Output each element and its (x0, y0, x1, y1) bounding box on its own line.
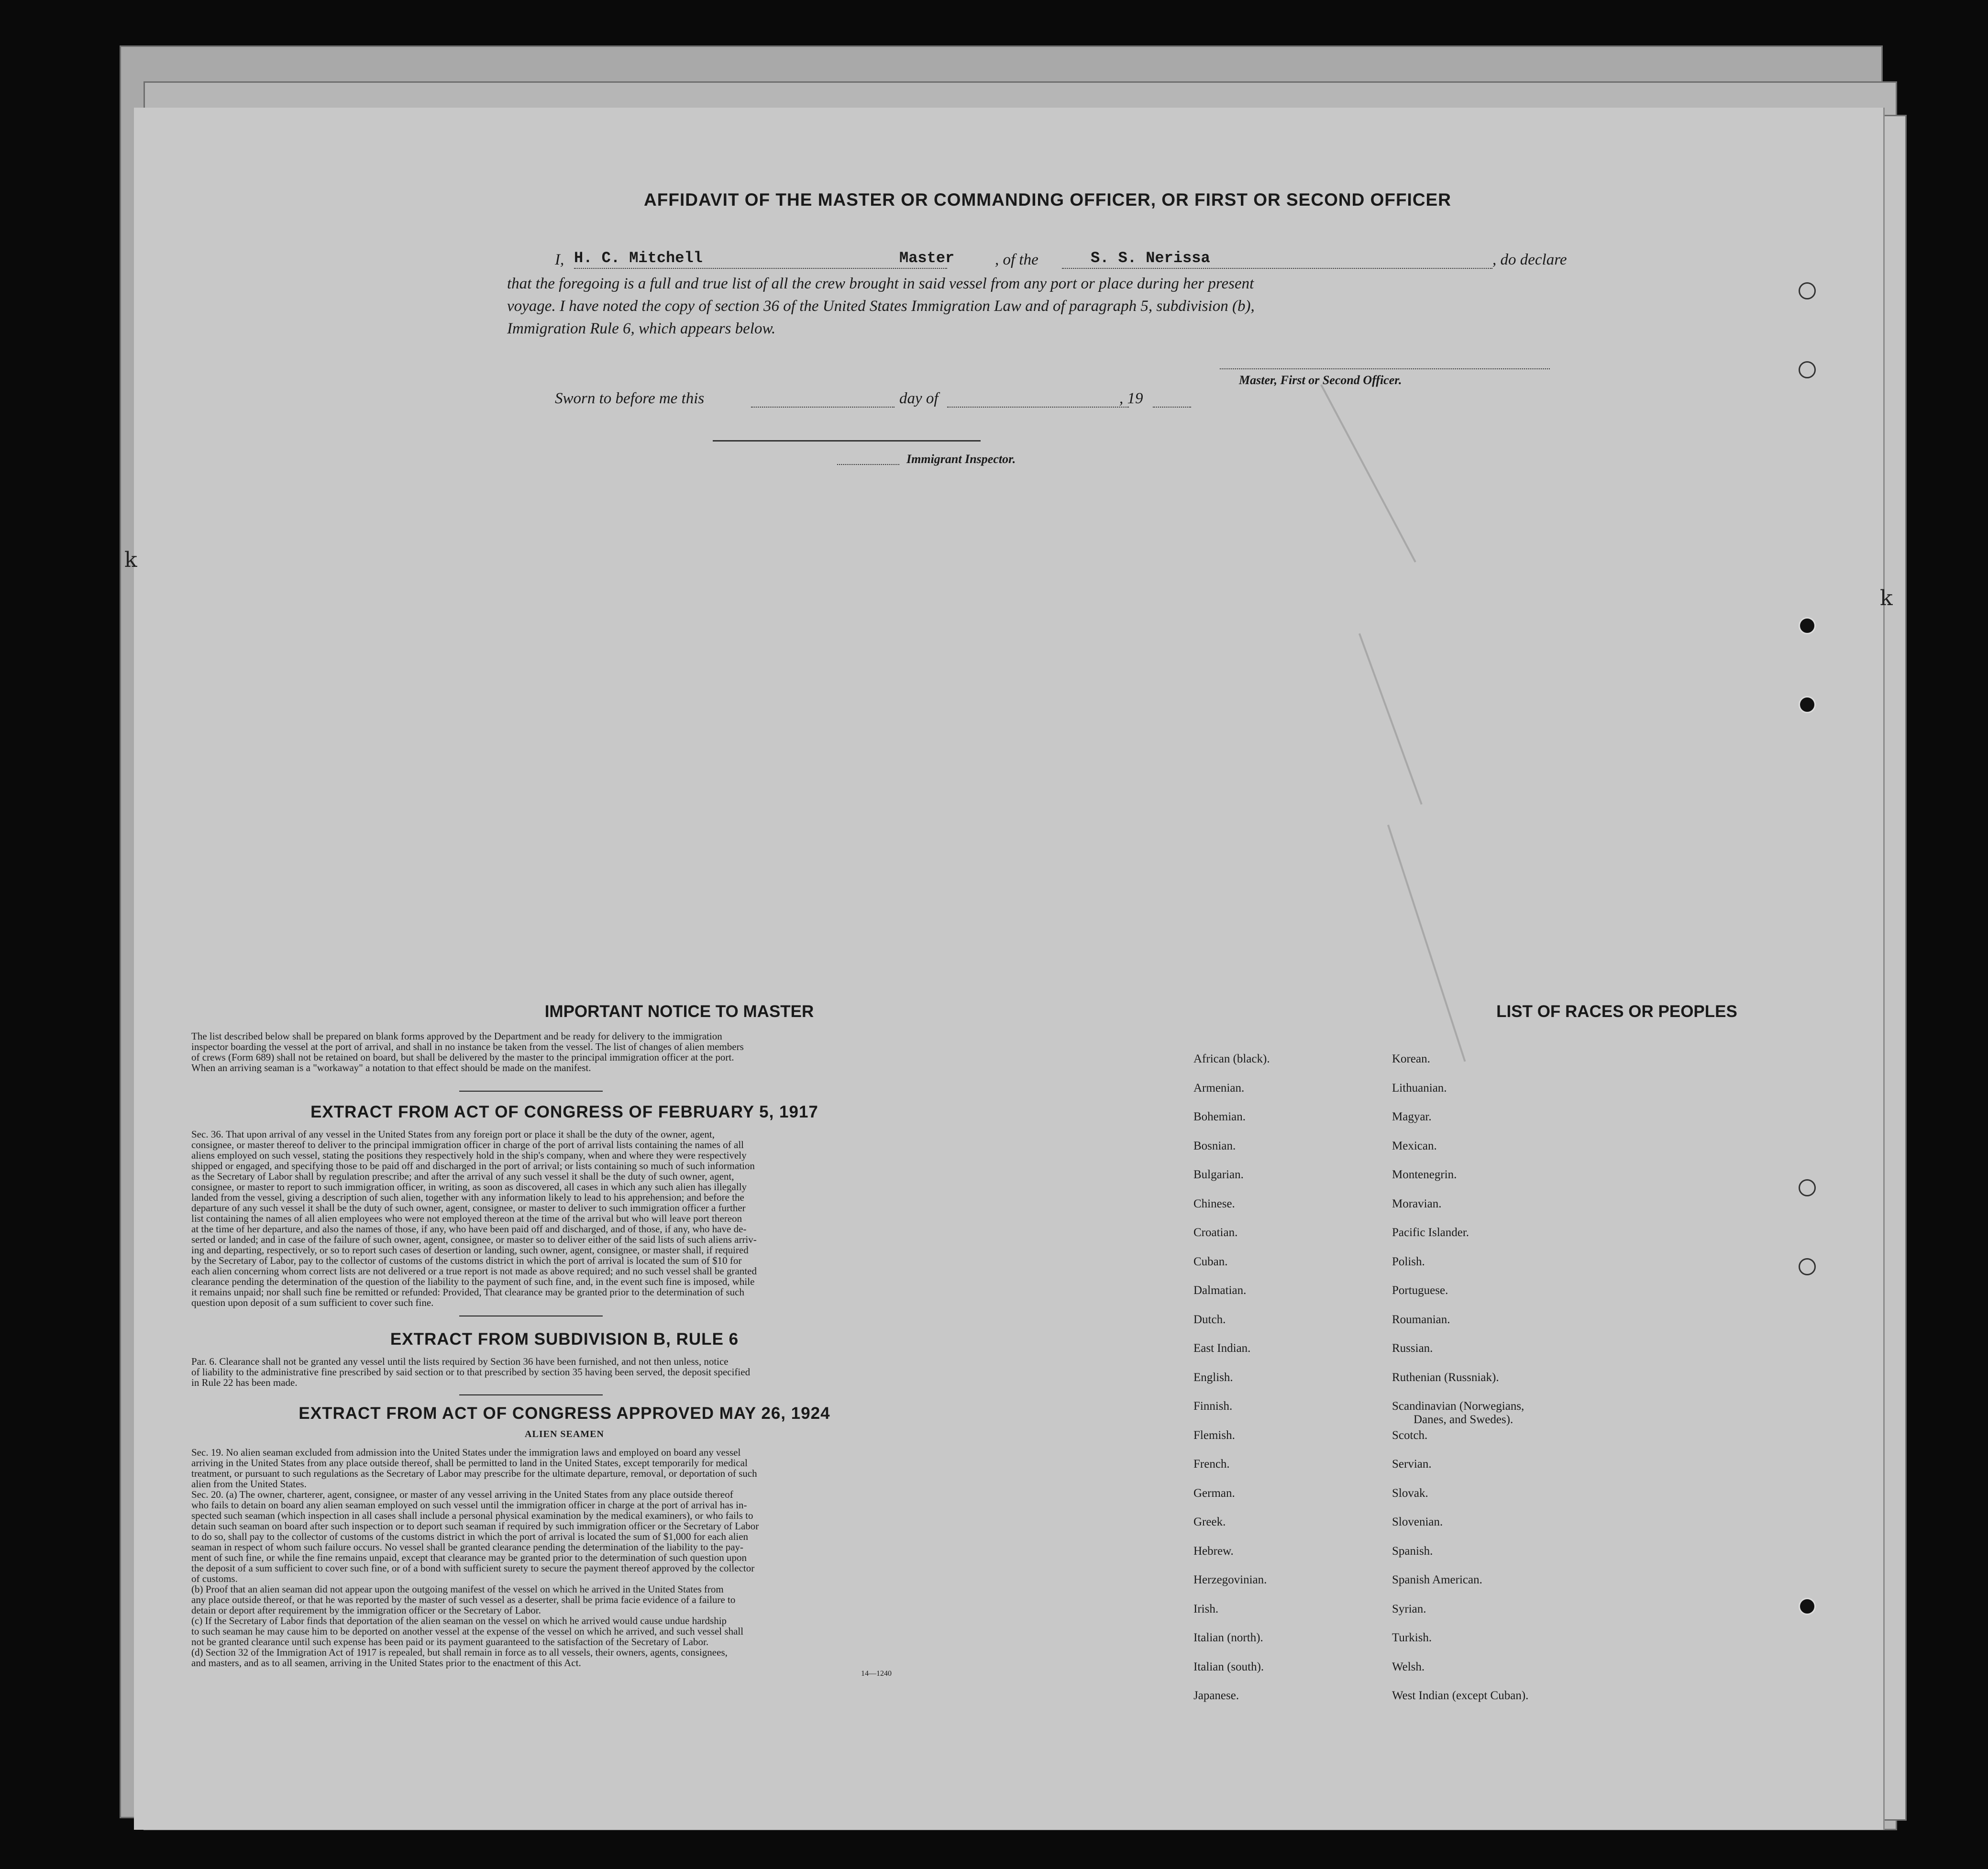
master-name: H. C. Mitchell (574, 249, 703, 267)
extract-line: shipped or engaged, and specifying those to be paid off and discharged in the port of arrival; or lists containing so much of such information (191, 1160, 755, 1172)
extract-line: who fails to detain on board any alien seaman employed on such vessel until the immigration officer in charge at the port of arrival has in- (191, 1499, 747, 1511)
extract-line: each alien concerning whom correct lists are not delivered or a true report is not made as above required; and no such vessel shall be granted (191, 1265, 757, 1277)
race-item: Chinese. (1193, 1197, 1235, 1210)
affidavit-line-2: that the foregoing is a full and true list of all the crew brought in said vessel from any port or place during her present (507, 275, 1254, 292)
race-item: Armenian. (1193, 1081, 1245, 1095)
race-item: Korean. (1392, 1052, 1430, 1065)
extract-line: (c) If the Secretary of Labor finds that deportation of the alien seaman on the vessel on which he arrived would cause undue hardship (191, 1615, 727, 1626)
race-item: Italian (south). (1193, 1660, 1264, 1673)
extract-line: (d) Section 32 of the Immigration Act of 1917 is repealed, but shall remain in force as to all vessels, their owners, agents, consignees, (191, 1647, 728, 1658)
extract-line: to such seaman he may cause him to be deported on another vessel at the expense of the vessel on which he arrived, and such vessel shall (191, 1626, 744, 1637)
punch-hole (1799, 1598, 1816, 1615)
inspector-signature-line (713, 440, 981, 442)
extract-line: any place outside thereof, or that he was reported by the master of such vessel as a deserter, shall be prima facie evidence of a failure to (191, 1594, 736, 1605)
inspector-caption: Immigrant Inspector. (906, 452, 1016, 466)
extract-line: in Rule 22 has been made. (191, 1377, 298, 1388)
extract-line: (b) Proof that an alien seaman did not appear upon the outgoing manifest of the vessel on which he arrived in the United States from (191, 1583, 724, 1595)
handwritten-tick: k (124, 548, 137, 572)
sworn-label: Sworn to before me this (555, 390, 705, 407)
races-title: LIST OF RACES OR PEOPLES (1496, 1002, 1737, 1021)
divider (459, 1394, 603, 1395)
extract-1924-paragraph (191, 1447, 938, 1668)
extract-1917-title: EXTRACT FROM ACT OF CONGRESS OF FEBRUARY 5, 1917 (310, 1103, 818, 1121)
year-line (1153, 407, 1191, 408)
race-item: Italian (north). (1193, 1631, 1263, 1644)
extract-line: consignee, or master thereof to deliver to the principal immigration officer in charge of the port of arrival lists containing the names of all (191, 1139, 744, 1150)
year-label: , 19 (1119, 390, 1143, 407)
extract-line: the deposit of a sum sufficient to cover such fine, or of a bond with sufficient surety to secure the payment thereof approved by the collector (191, 1562, 755, 1574)
notice-line: When an arriving seaman is a "workaway" a notation to that effect should be made on the manifest. (191, 1062, 591, 1073)
divider (459, 1091, 603, 1092)
extract-1924-subtitle: ALIEN SEAMEN (525, 1429, 604, 1439)
notice-line: The list described below shall be prepared on blank forms approved by the Department and be ready for delivery to the immigration (191, 1030, 722, 1042)
race-item: Croatian. (1193, 1226, 1238, 1239)
race-item: Bohemian. (1193, 1110, 1246, 1123)
punch-hole (1799, 361, 1816, 378)
extract-line: treatment, or pursuant to such regulations as the Secretary of Labor may prescribe for the ultimate departure, removal, or deportation of such (191, 1468, 757, 1479)
race-item: Bosnian. (1193, 1139, 1236, 1152)
race-item: French. (1193, 1458, 1230, 1471)
race-item-continuation: Danes, and Swedes). (1414, 1413, 1513, 1426)
extract-line: consignee, or master to report to such immigration officer, in writing, as soon as discovered, all cases in which any such alien has illegally (191, 1181, 747, 1193)
bleed-through-mark (1320, 384, 1416, 563)
extract-line: landed from the vessel, giving a description of such alien, together with any information likely to lead to his apprehension; and before the (191, 1192, 744, 1203)
race-item: Slovak. (1392, 1486, 1428, 1500)
name-line (574, 268, 947, 269)
race-item: Slovenian. (1392, 1515, 1443, 1528)
punch-hole (1799, 696, 1816, 713)
extract-line: clearance pending the determination of the question of the liability to the payment of such fine, and, in the event such fine is imposed, while (191, 1276, 755, 1287)
race-item: Greek. (1193, 1515, 1226, 1528)
race-item: African (black). (1193, 1052, 1270, 1065)
vessel-line (1062, 268, 1492, 269)
extract-line: and masters, and as to all seamen, arriving in the United States prior to the enactment of this Act. (191, 1657, 581, 1669)
extract-line: aliens employed on such vessel, stating the positions they respectively hold in the ship's company, when and where they were respectively (191, 1150, 747, 1161)
handwritten-tick: k (1880, 586, 1893, 610)
race-item: English. (1193, 1371, 1233, 1384)
extract-line: arriving in the United States from any place outside thereof, shall be permitted to land in the United States, except temporarily for medical (191, 1457, 748, 1469)
of-the-label: , of the (995, 251, 1038, 268)
race-item: Ruthenian (Russniak). (1392, 1371, 1499, 1384)
punch-hole (1799, 282, 1816, 299)
race-item: Mexican. (1392, 1139, 1437, 1152)
race-item: Polish. (1392, 1255, 1425, 1268)
race-item: Lithuanian. (1392, 1081, 1447, 1095)
race-item: Portuguese. (1392, 1284, 1448, 1297)
race-item: Moravian. (1392, 1197, 1442, 1210)
extract-line: of liability to the administrative fine prescribed by said section or to that prescribed by section 35 having been served, the deposit specified (191, 1366, 751, 1378)
extract-line: Par. 6. Clearance shall not be granted any vessel until the lists required by Section 36 have been furnished, and not then unless, notice (191, 1356, 729, 1367)
affidavit-i-label: I, (555, 251, 564, 268)
race-item: Syrian. (1392, 1602, 1426, 1615)
extract-line: ment of such fine, or while the fine remains unpaid, except that clearance may be granted prior to the determination of such question upon (191, 1552, 747, 1563)
sworn-day-line (751, 407, 895, 408)
extract-line: of customs. (191, 1573, 238, 1584)
extract-line: to do so, shall pay to the collector of customs of the customs district in which the port of arrival is located the sum of $1,000 for each alien (191, 1531, 749, 1542)
extract-line: detain such seaman on board after such inspection or to deport such seaman if required by such immigration officer or the Secretary of Labor (191, 1520, 759, 1532)
extract-line: Sec. 20. (a) The owner, charterer, agent, consignee, or master of any vessel arriving in the United States from any place outside thereof (191, 1489, 733, 1500)
extract-line: seaman in respect of whom such failure occurs. No vessel shall be granted clearance pending the determination of the liability to the pay- (191, 1541, 744, 1553)
race-item: Spanish. (1392, 1544, 1433, 1558)
extract-line: departure of any such vessel it shall be the duty of such owner, agent, consignee, or master to deliver to such immigration officer a further (191, 1202, 746, 1214)
extract-line: it remains unpaid; nor shall such fine be remitted or refunded: Provided, That clearance may be granted prior to the determination of such (191, 1286, 744, 1298)
document-page (124, 108, 1893, 1830)
master-rank: Master (899, 249, 955, 267)
extract-line: serted or landed; and in case of the failure of such owner, agent, consignee, or master so to deliver either of the said lists of such aliens arriv- (191, 1234, 757, 1245)
extract-1924-title: EXTRACT FROM ACT OF CONGRESS APPROVED MAY 26, 1924 (298, 1404, 830, 1423)
extract-line: Sec. 36. That upon arrival of any vessel in the United States from any foreign port or place it shall be the duty of the owner, agent, (191, 1128, 715, 1140)
race-item: Japanese. (1193, 1689, 1239, 1702)
race-item: Flemish. (1193, 1428, 1235, 1442)
extract-line: alien from the United States. (191, 1478, 307, 1490)
race-item: Pacific Islander. (1392, 1226, 1469, 1239)
affidavit-line-4: Immigration Rule 6, which appears below. (507, 320, 776, 337)
extract-line: list containing the names of all alien employees who were not employed thereon at the time of the arrival but who will leave port thereon (191, 1213, 742, 1224)
race-item: Montenegrin. (1392, 1168, 1457, 1181)
race-item: West Indian (except Cuban). (1392, 1689, 1529, 1702)
notice-title: IMPORTANT NOTICE TO MASTER (544, 1002, 814, 1021)
race-item: East Indian. (1193, 1342, 1251, 1355)
form-number: 14—1240 (861, 1670, 892, 1678)
extract-line: by the Secretary of Labor, pay to the collector of customs of the customs district in which the port of arrival is located the sum of $10 for (191, 1255, 742, 1266)
bleed-through-mark (1358, 633, 1423, 805)
race-item: Hebrew. (1193, 1544, 1234, 1558)
do-declare-label: , do declare (1492, 251, 1567, 268)
race-item: Roumanian. (1392, 1313, 1450, 1326)
race-item: Russian. (1392, 1342, 1433, 1355)
extract-line: Sec. 19. No alien seaman excluded from admission into the United States under the immigration laws and employed on board any vessel (191, 1447, 741, 1458)
extract-rule6-paragraph (191, 1356, 938, 1388)
race-item: Spanish American. (1392, 1573, 1482, 1586)
vessel-name: S. S. Nerissa (1091, 249, 1210, 267)
punch-hole (1799, 617, 1816, 634)
extract-line: at the time of her departure, and also the names of those, if any, who have been paid off and discharged, and of those, if any, who have de- (191, 1223, 747, 1235)
race-item: Scotch. (1392, 1428, 1428, 1442)
bleed-through-mark (1387, 825, 1466, 1062)
race-item: Herzegovinian. (1193, 1573, 1267, 1586)
notice-line: inspector boarding the vessel at the port of arrival, and shall in no instance be taken from the vessel. The list of changes of alien members (191, 1041, 744, 1052)
race-item: Dutch. (1193, 1313, 1226, 1326)
race-item: Magyar. (1392, 1110, 1432, 1123)
race-item: Welsh. (1392, 1660, 1425, 1673)
extract-line: ing and departing, respectively, or so to report such cases of desertion or landing, such owner, agent, consignee, or master shall, if required (191, 1244, 749, 1256)
day-of-label: day of (899, 390, 939, 407)
race-item: Cuban. (1193, 1255, 1228, 1268)
extract-1917-paragraph (191, 1129, 938, 1308)
affidavit-line-3: voyage. I have noted the copy of section 36 of the United States Immigration Law and of paragraph 5, subdivision (b), (507, 298, 1255, 315)
punch-hole (1799, 1258, 1816, 1275)
extract-line: spected such seaman (which inspection in all cases shall include a personal physical examination by the medical examiners), or who fails to (191, 1510, 753, 1521)
affidavit-title: AFFIDAVIT OF THE MASTER OR COMMANDING OFFICER, OR FIRST OR SECOND OFFICER (644, 190, 1451, 210)
race-item: Irish. (1193, 1602, 1219, 1615)
race-item: Servian. (1392, 1458, 1432, 1471)
race-item: Bulgarian. (1193, 1168, 1244, 1181)
extract-line: detain or deport after requirement by the immigration officer or the Secretary of Labor. (191, 1604, 541, 1616)
extract-line: as the Secretary of Labor shall by regulation prescribe; and after the arrival of any such vessel it shall be the duty of such owner, agent, (191, 1171, 734, 1182)
race-item: Finnish. (1193, 1400, 1233, 1413)
extract-line: question upon deposit of a sum sufficient to cover such fine. (191, 1297, 434, 1308)
race-item: Scandinavian (Norwegians, (1392, 1400, 1524, 1413)
punch-hole (1799, 1179, 1816, 1196)
race-item: Turkish. (1392, 1631, 1432, 1644)
notice-paragraph (191, 1031, 938, 1073)
signature-caption: Master, First or Second Officer. (1239, 373, 1402, 387)
sworn-month-line (947, 407, 1129, 408)
inspector-dot-line (837, 464, 899, 465)
race-item: Dalmatian. (1193, 1284, 1247, 1297)
signature-line (1220, 368, 1550, 369)
notice-line: of crews (Form 689) shall not be retained on board, but shall be delivered by the master to the principal immigration officer at the port. (191, 1051, 734, 1063)
extract-line: not be granted clearance until such expense has been paid or its payment guaranteed to the satisfaction of the Secretary of Labor. (191, 1636, 709, 1648)
race-item: German. (1193, 1486, 1235, 1500)
extract-rule6-title: EXTRACT FROM SUBDIVISION B, RULE 6 (390, 1330, 739, 1349)
